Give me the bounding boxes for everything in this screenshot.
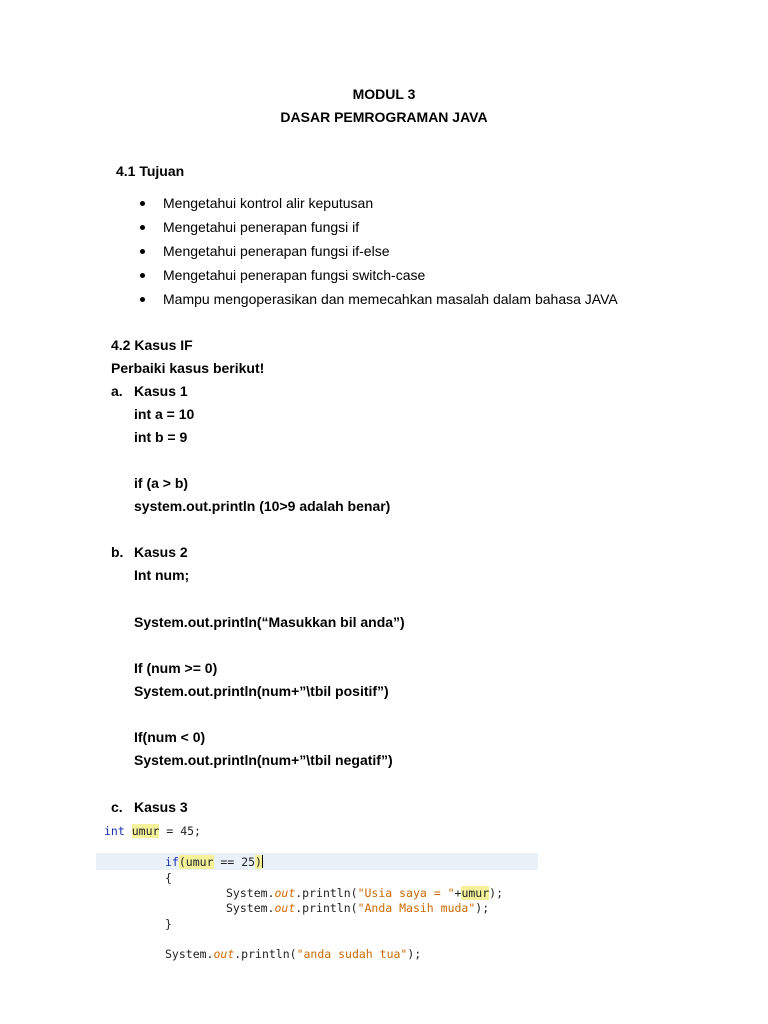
- code-text: .println(: [234, 947, 297, 961]
- code-field: out: [213, 947, 235, 961]
- kasus-b-letter: b.: [111, 544, 124, 560]
- bullet-icon: [140, 273, 145, 278]
- code-line-3: {: [165, 871, 172, 885]
- kasus-b-line-3: If (num >= 0): [134, 660, 218, 676]
- current-line-highlight: [96, 853, 538, 870]
- bullet-icon: [140, 297, 145, 302]
- code-field: out: [274, 901, 296, 915]
- list-item-text: Mampu mengoperasikan dan memecahkan masalah dalam bahasa JAVA: [163, 291, 618, 307]
- module-title: MODUL 3: [352, 86, 416, 102]
- kasus-c-letter: c.: [111, 799, 123, 815]
- kasus-b-line-4: System.out.println(num+”\tbil positif”): [134, 683, 389, 699]
- code-string: "anda sudah tua": [296, 947, 408, 961]
- bullet-icon: [140, 225, 145, 230]
- code-text: .println(: [295, 901, 358, 915]
- kasus-b-title: Kasus 2: [134, 544, 188, 560]
- module-subtitle: DASAR PEMROGRAMAN JAVA: [280, 109, 488, 125]
- code-line-4: [226, 885, 503, 901]
- code-line-1: [104, 823, 201, 839]
- kasus-c-title: Kasus 3: [134, 799, 188, 815]
- code-text: );: [407, 947, 422, 961]
- kasus-a-line-3: if (a > b): [134, 475, 189, 491]
- code-line-5: [226, 900, 489, 916]
- list-item: [138, 219, 618, 243]
- code-text: );: [475, 901, 490, 915]
- code-variable: umur: [185, 855, 214, 869]
- code-text: .println(: [295, 886, 358, 900]
- code-line-6: }: [165, 917, 172, 931]
- kasus-a-line-4: system.out.println (10>9 adalah benar): [134, 498, 391, 514]
- kasus-a-line-2: int b = 9: [134, 429, 188, 445]
- list-item-text: Mengetahui penerapan fungsi switch-case: [163, 267, 426, 283]
- code-paren: (: [178, 855, 186, 869]
- objectives-list: [138, 195, 618, 315]
- code-text: );: [489, 886, 503, 900]
- kasus-b-line-6: System.out.println(num+”\tbil negatif”): [134, 752, 393, 768]
- kasus-a-letter: a.: [111, 383, 123, 399]
- list-item: [138, 267, 618, 291]
- code-text: System.: [226, 886, 275, 900]
- code-line-7: [165, 946, 421, 962]
- code-string: "Usia saya = ": [357, 886, 455, 900]
- kasus-a-title: Kasus 1: [134, 383, 188, 399]
- code-paren: ): [255, 855, 262, 869]
- code-line-2: [165, 854, 263, 870]
- code-screenshot: [96, 820, 538, 970]
- instruction-text: Perbaiki kasus berikut!: [111, 360, 265, 376]
- bullet-icon: [140, 201, 145, 206]
- section-heading-tujuan: 4.1 Tujuan: [116, 163, 185, 179]
- code-keyword: if: [165, 855, 179, 869]
- list-item: [138, 195, 618, 219]
- code-text: System.: [226, 901, 275, 915]
- list-item-text: Mengetahui penerapan fungsi if: [163, 219, 360, 235]
- code-string: "Anda Masih muda": [357, 901, 476, 915]
- code-text: System.: [165, 947, 214, 961]
- list-item-text: Mengetahui kontrol alir keputusan: [163, 195, 374, 211]
- text-cursor: [262, 855, 263, 868]
- code-text: = 45;: [159, 824, 201, 838]
- code-text: == 25: [213, 855, 256, 869]
- code-text: +: [454, 886, 462, 900]
- kasus-b-line-1: Int num;: [134, 567, 190, 583]
- bullet-icon: [140, 249, 145, 254]
- list-item: [138, 291, 618, 315]
- code-variable: umur: [461, 886, 490, 900]
- list-item: [138, 243, 618, 267]
- code-variable: umur: [131, 824, 160, 838]
- list-item-text: Mengetahui penerapan fungsi if-else: [163, 243, 390, 259]
- code-field: out: [274, 886, 296, 900]
- code-keyword: int: [104, 824, 125, 838]
- kasus-a-line-1: int a = 10: [134, 406, 195, 422]
- kasus-b-line-5: If(num < 0): [134, 729, 206, 745]
- section-heading-kasus-if: 4.2 Kasus IF: [111, 337, 193, 353]
- kasus-b-line-2: System.out.println(“Masukkan bil anda”): [134, 614, 405, 630]
